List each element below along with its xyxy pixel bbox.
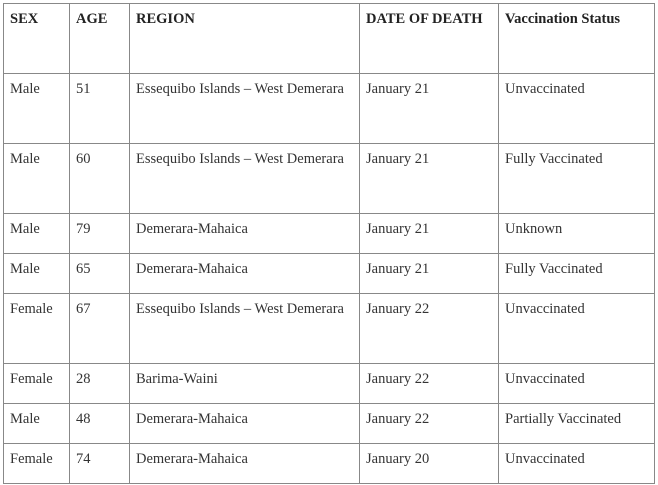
cell-status: Unvaccinated [499, 444, 655, 484]
table-row [4, 144, 655, 214]
cell-region: Barima-Waini [130, 364, 360, 404]
table-row [4, 294, 655, 364]
cell-status: Unvaccinated [499, 364, 655, 404]
cell-sex: Male [4, 144, 70, 214]
cell-age: 74 [70, 444, 130, 484]
header-vaccination-status: Vaccination Status [499, 4, 655, 74]
cell-region: Essequibo Islands – West Demerara [130, 294, 360, 364]
cell-sex: Female [4, 364, 70, 404]
cell-age: 79 [70, 214, 130, 254]
table-row [4, 74, 655, 144]
cell-status: Fully Vaccinated [499, 254, 655, 294]
cell-status: Partially Vaccinated [499, 404, 655, 444]
cell-region: Demerara-Mahaica [130, 214, 360, 254]
cell-region: Essequibo Islands – West Demerara [130, 144, 360, 214]
cell-age: 67 [70, 294, 130, 364]
cell-date: January 21 [360, 214, 499, 254]
table-row [4, 254, 655, 294]
cell-region: Demerara-Mahaica [130, 404, 360, 444]
cell-sex: Male [4, 254, 70, 294]
table-row [4, 214, 655, 254]
cell-date: January 20 [360, 444, 499, 484]
header-region: REGION [130, 4, 360, 74]
header-date-of-death: DATE OF DEATH [360, 4, 499, 74]
cell-date: January 21 [360, 254, 499, 294]
cell-date: January 21 [360, 74, 499, 144]
cell-age: 48 [70, 404, 130, 444]
cell-status: Unvaccinated [499, 74, 655, 144]
cell-status: Unknown [499, 214, 655, 254]
table-row [4, 364, 655, 404]
cell-status: Fully Vaccinated [499, 144, 655, 214]
cell-age: 60 [70, 144, 130, 214]
deaths-table [3, 3, 655, 484]
cell-sex: Male [4, 214, 70, 254]
header-age: AGE [70, 4, 130, 74]
cell-region: Demerara-Mahaica [130, 254, 360, 294]
cell-sex: Male [4, 404, 70, 444]
cell-date: January 22 [360, 294, 499, 364]
cell-date: January 22 [360, 364, 499, 404]
table-header-row [4, 4, 655, 74]
cell-date: January 21 [360, 144, 499, 214]
cell-sex: Male [4, 74, 70, 144]
table-row [4, 444, 655, 484]
cell-region: Essequibo Islands – West Demerara [130, 74, 360, 144]
cell-age: 65 [70, 254, 130, 294]
cell-sex: Female [4, 444, 70, 484]
cell-age: 28 [70, 364, 130, 404]
cell-age: 51 [70, 74, 130, 144]
cell-region: Demerara-Mahaica [130, 444, 360, 484]
cell-date: January 22 [360, 404, 499, 444]
cell-sex: Female [4, 294, 70, 364]
header-sex: SEX [4, 4, 70, 74]
table-row [4, 404, 655, 444]
cell-status: Unvaccinated [499, 294, 655, 364]
